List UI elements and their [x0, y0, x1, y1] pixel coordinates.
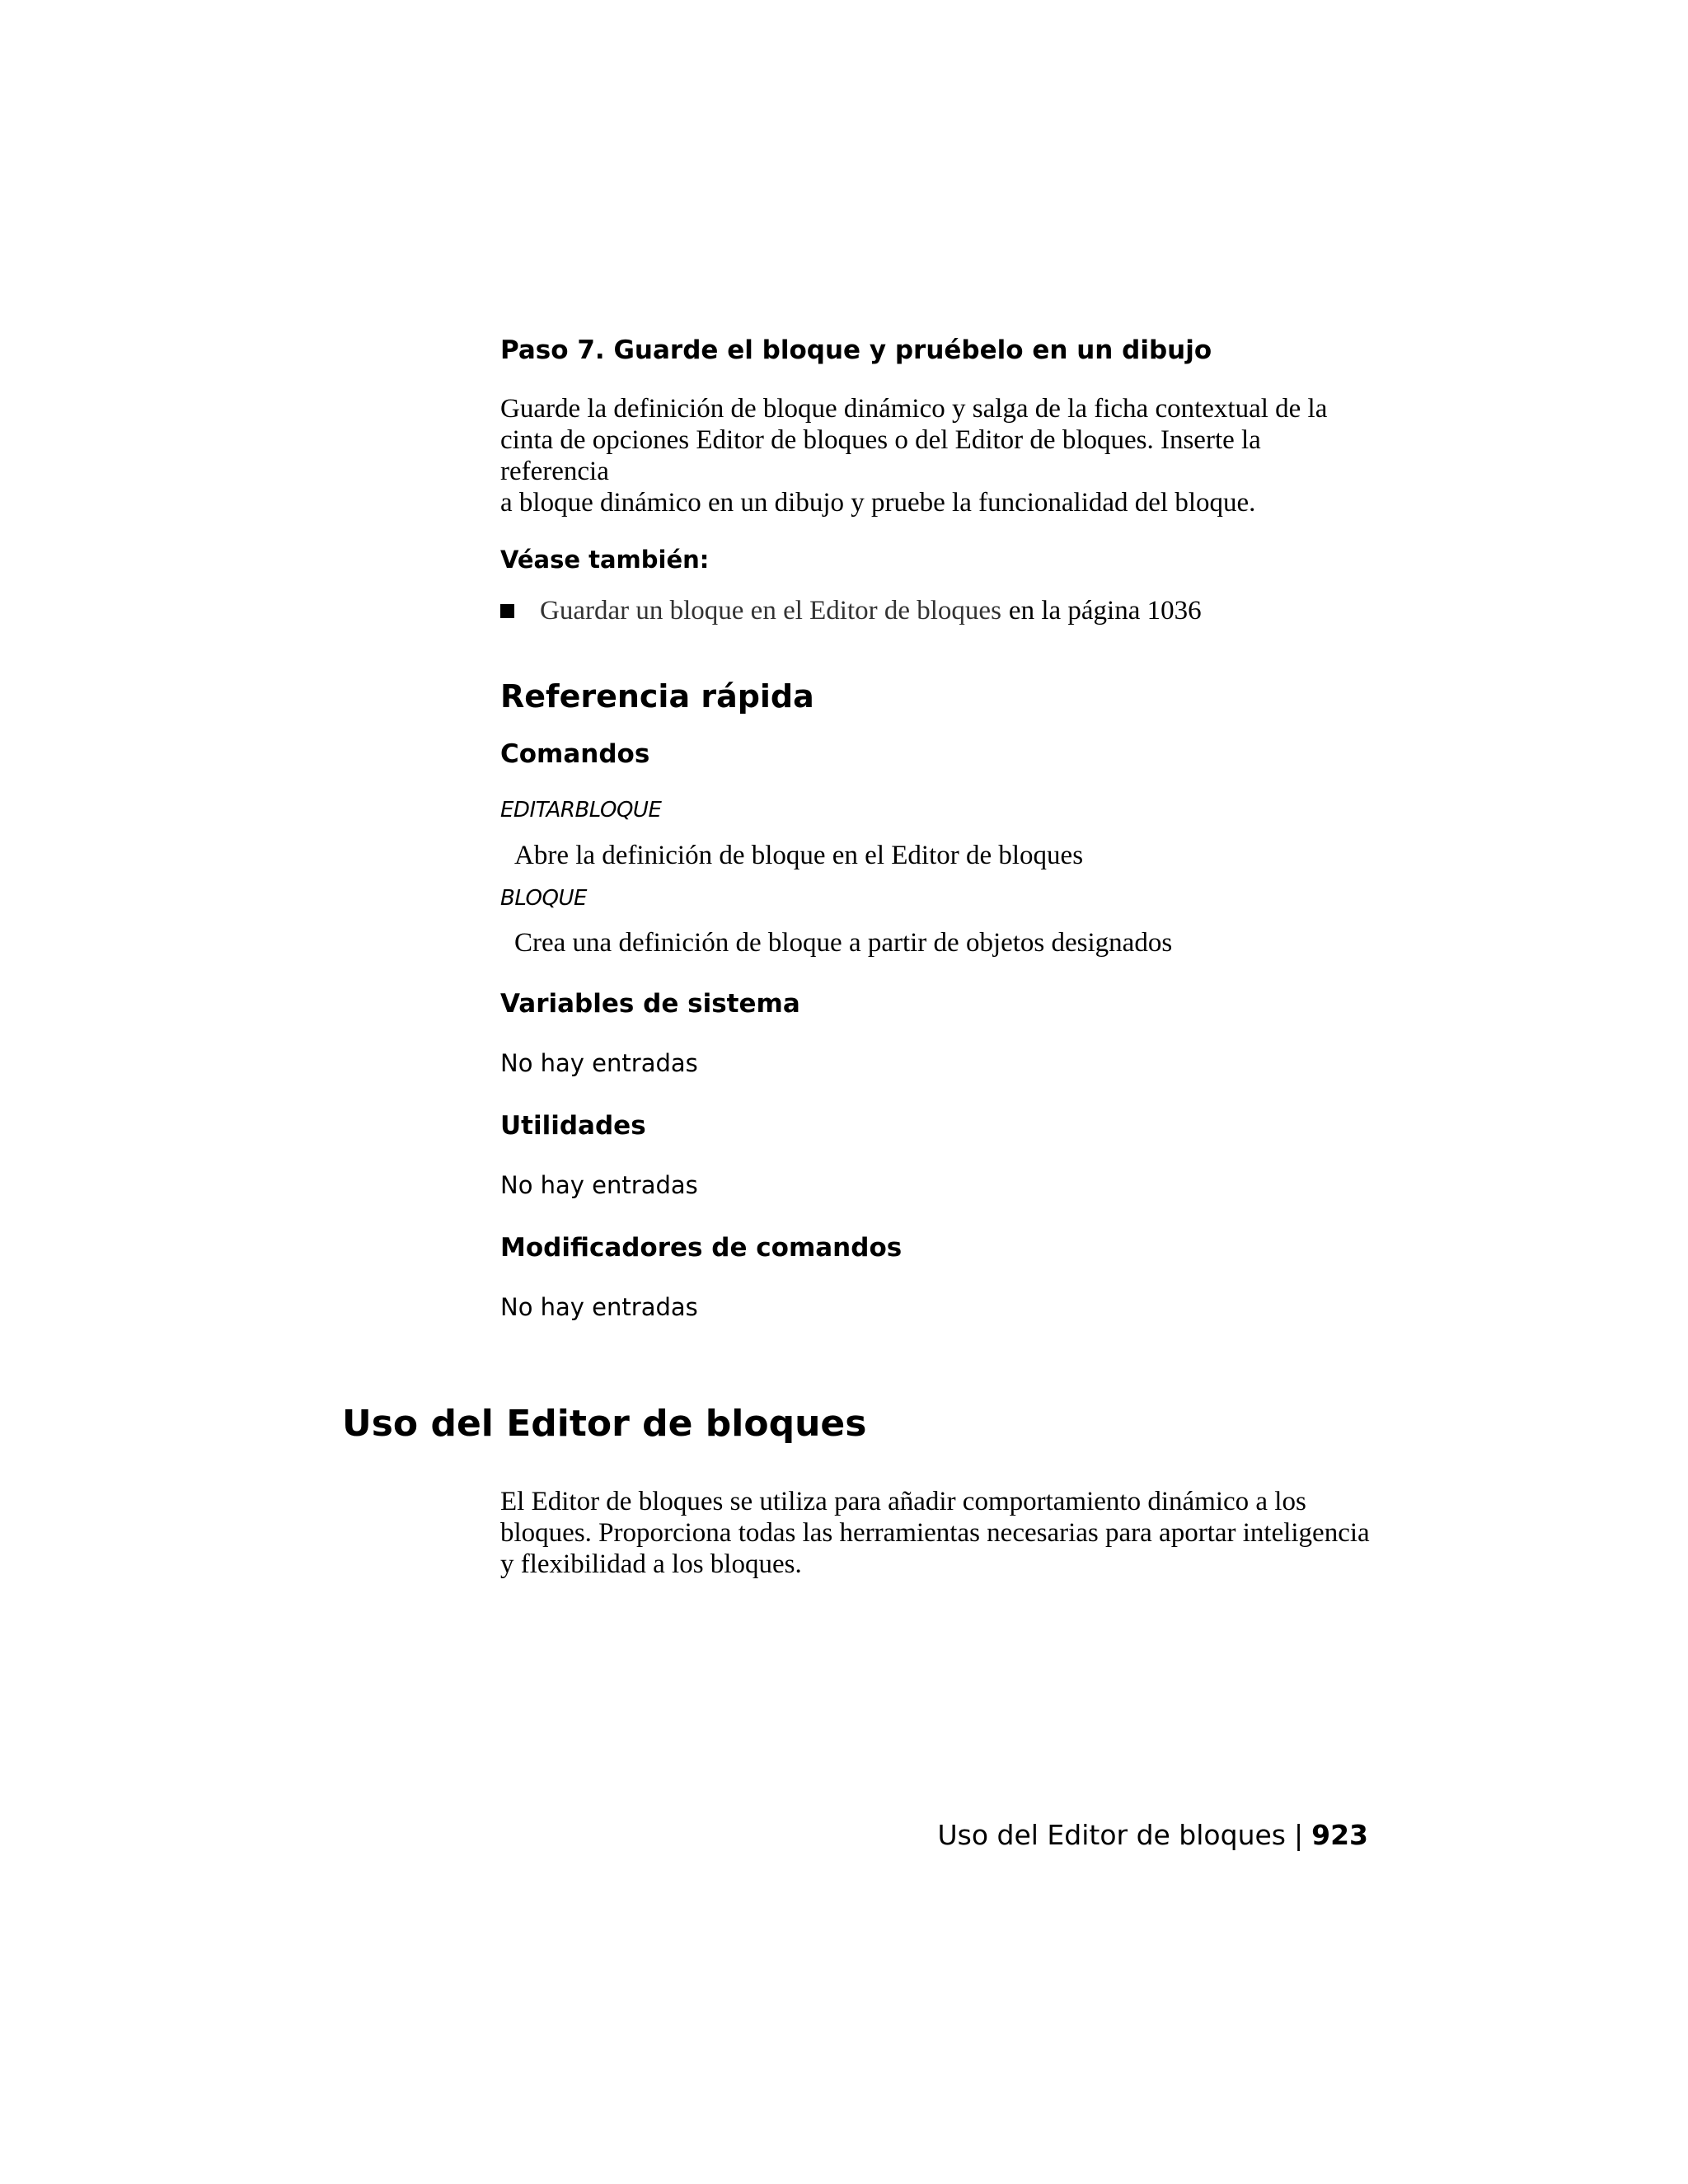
utilities-text: No hay entradas [500, 1171, 698, 1199]
step-body-line: a bloque dinámico en un dibujo y pruebe la funcionalidad del bloque. [500, 488, 1256, 518]
section-intro-line: y flexibilidad a los bloques. [500, 1549, 802, 1579]
command-description: Abre la definición de bloque en el Editor de bloques [514, 841, 1084, 870]
step-body-line: Guarde la definición de bloque dinámico y salga de la ficha contextual de la [500, 394, 1328, 424]
step-body [500, 393, 1374, 518]
section-title: Uso del Editor de bloques [342, 1403, 867, 1445]
command-modifiers-text: No hay entradas [500, 1293, 698, 1321]
section-intro-line: El Editor de bloques se utiliza para añadir comportamiento dinámico a los [500, 1487, 1306, 1516]
footer-title: Uso del Editor de bloques [937, 1819, 1286, 1851]
system-variables-text: No hay entradas [500, 1049, 698, 1077]
square-bullet-icon [500, 604, 514, 618]
see-also-link[interactable]: Guardar un bloque en el Editor de bloques [540, 596, 1001, 626]
command-modifiers-heading: Modificadores de comandos [500, 1233, 903, 1263]
command-description: Crea una definición de bloque a partir de objetos designados [514, 928, 1173, 958]
page-number: 923 [1311, 1819, 1368, 1851]
section-intro [500, 1486, 1378, 1580]
see-also-page-ref: en la página 1036 [1008, 596, 1202, 626]
section-intro-line: bloques. Proporciona todas las herramientas necesarias para aportar inteligencia [500, 1518, 1370, 1548]
commands-heading: Comandos [500, 739, 650, 769]
main-content [500, 334, 1374, 1324]
step-body-line: cinta de opciones Editor de bloques o del Editor de bloques. Inserte la referencia [500, 425, 1261, 486]
footer-separator: | [1293, 1819, 1304, 1851]
page-footer [937, 1818, 1368, 1853]
system-variables-heading: Variables de sistema [500, 989, 800, 1019]
see-also-label: Véase también: [500, 546, 710, 574]
command-name: EDITARBLOQUE [500, 798, 662, 823]
utilities-heading: Utilidades [500, 1111, 646, 1141]
command-name: BLOQUE [500, 886, 587, 911]
step-heading: Paso 7. Guarde el bloque y pruébelo en un dibujo [500, 335, 1212, 365]
quick-reference-title: Referencia rápida [500, 678, 814, 715]
see-also-item [500, 594, 1374, 627]
